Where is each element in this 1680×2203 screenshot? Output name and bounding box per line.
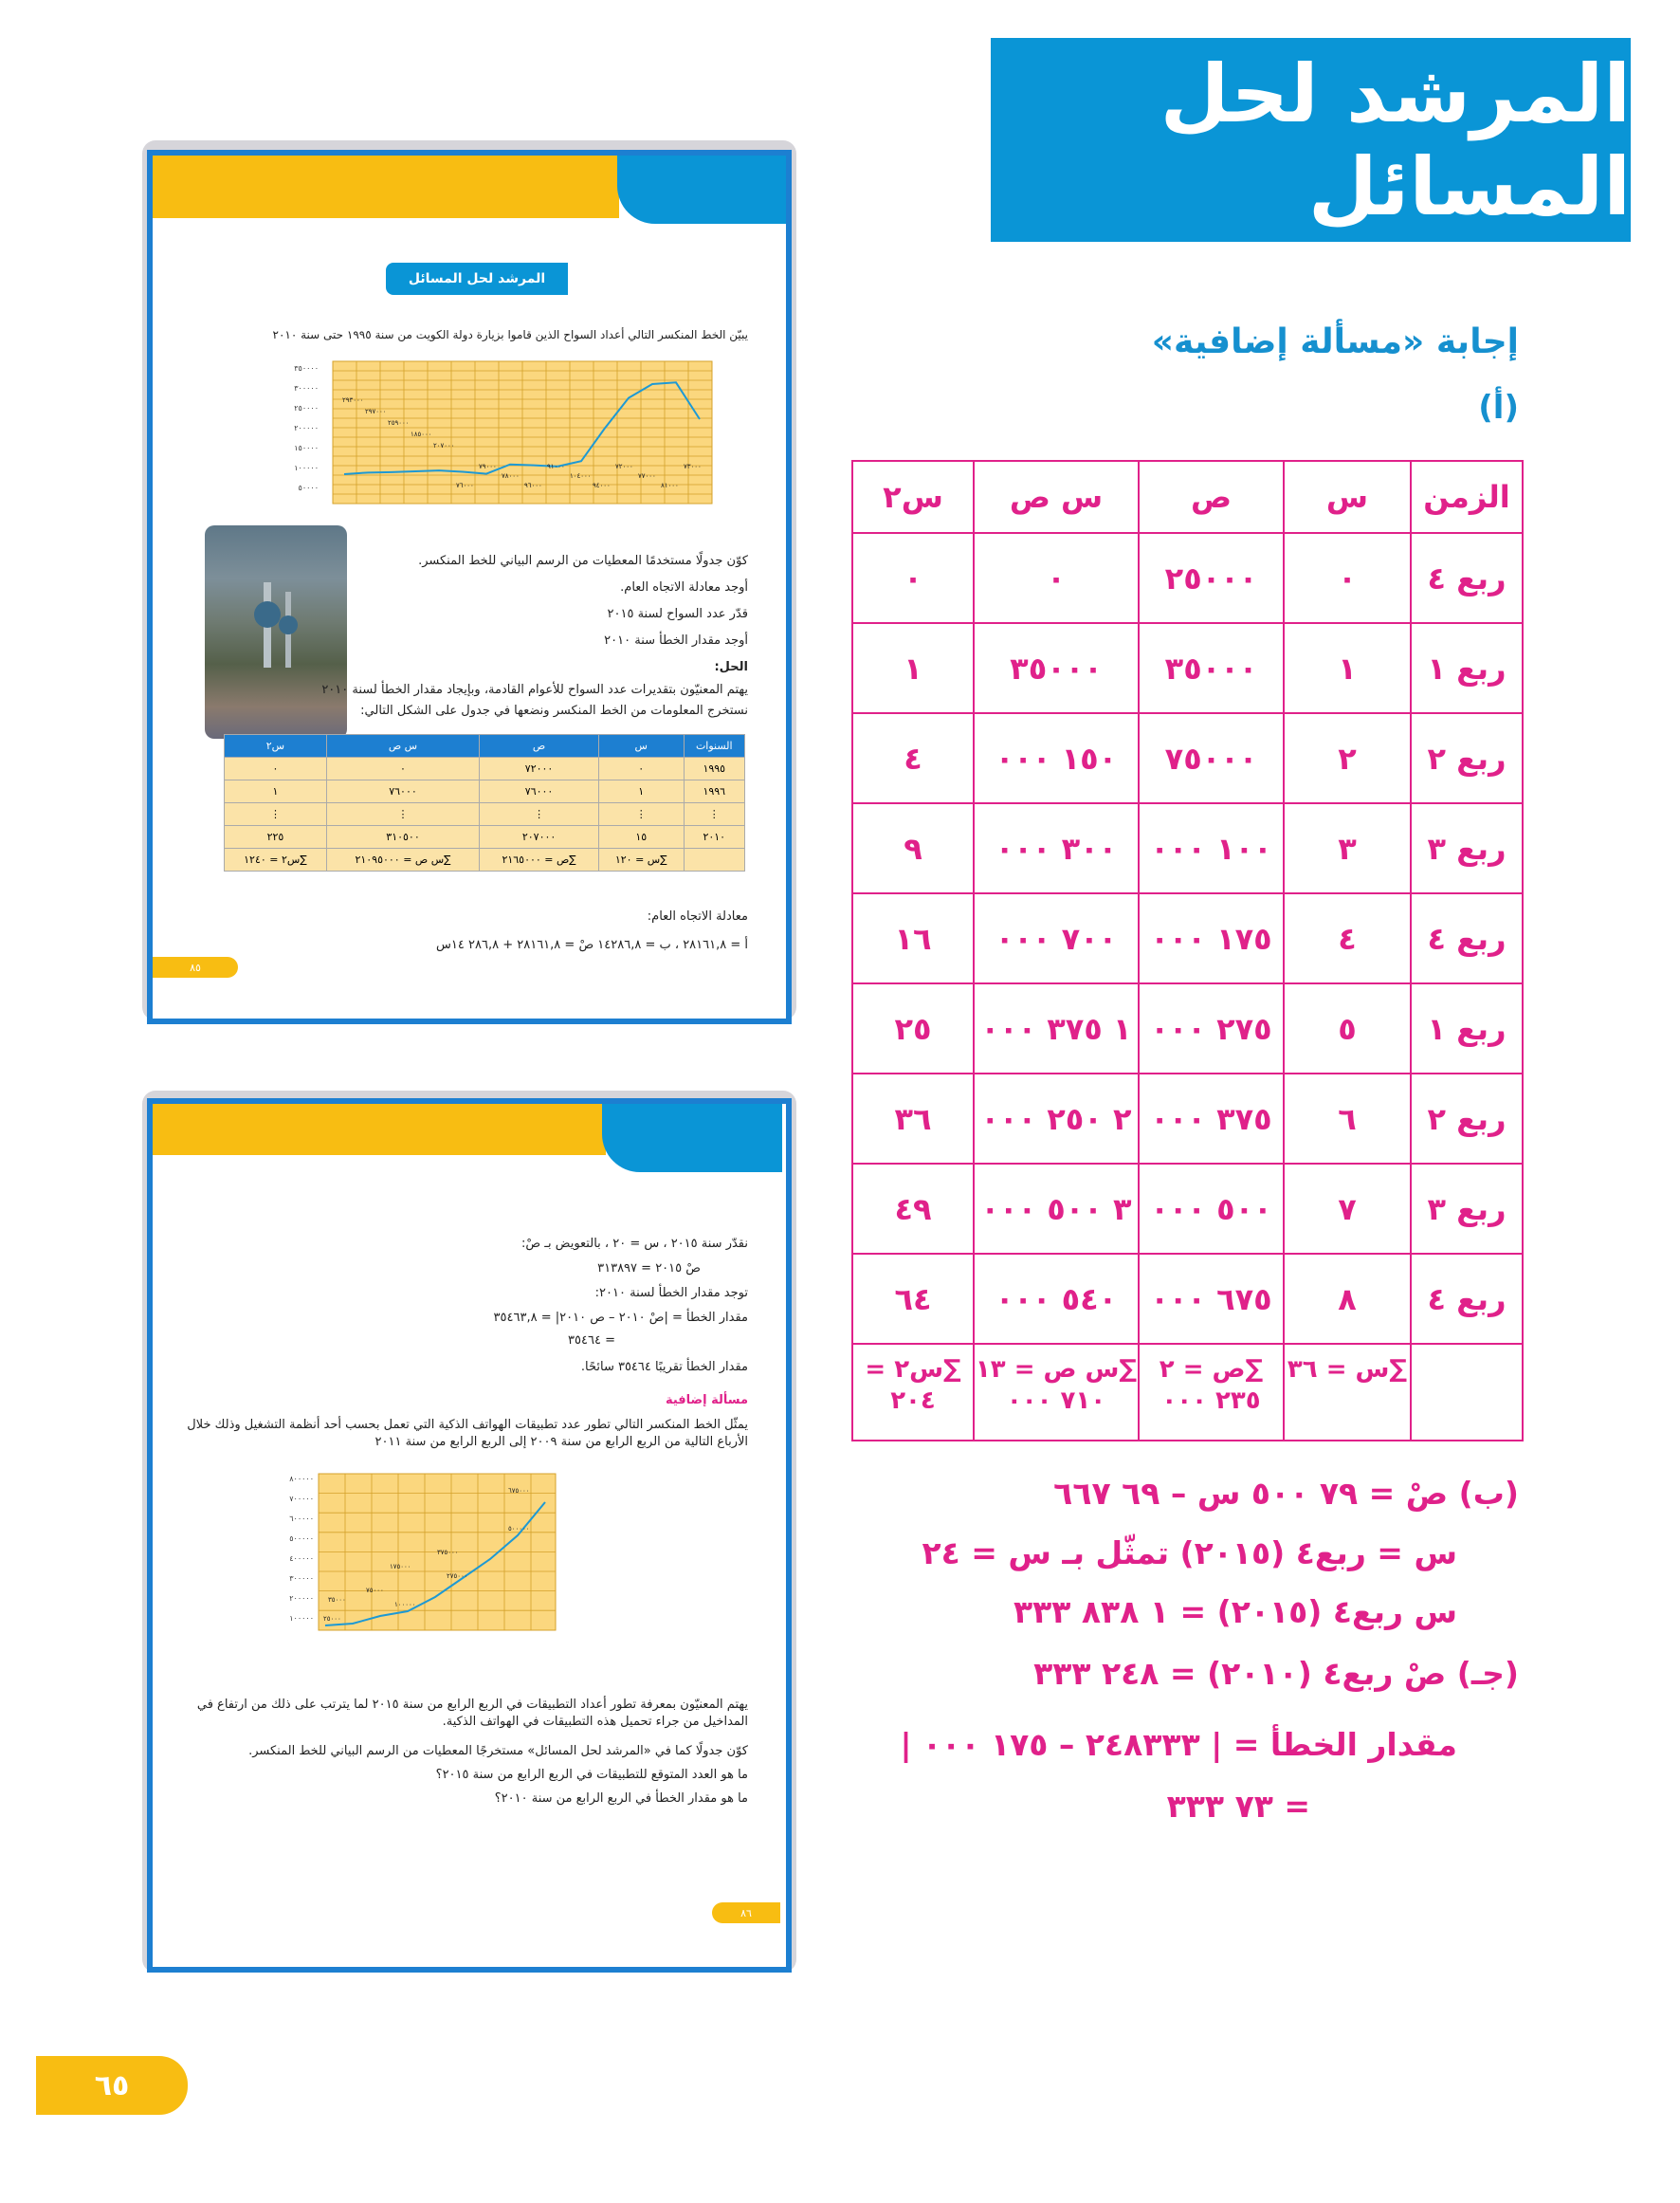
table-header: س [1284, 461, 1411, 533]
thumb1-td: ٠ [599, 758, 685, 780]
table-cell: ١ ٣٧٥ ٠٠٠ [974, 983, 1139, 1074]
thumb1-trend-label: معادلة الاتجاه العام: [647, 909, 748, 924]
table-cell: ربع ٣ [1411, 803, 1523, 893]
answer-table [851, 460, 1524, 1441]
thumb2-c-value: صْ ٢٠١٥ = ٣١٣٨٩٧ [597, 1261, 701, 1276]
thumb1-td: ٧٦٠٠٠ [480, 780, 599, 803]
data-label: ٨١٠٠٠ [661, 482, 679, 489]
part-a-label: (أ) [1478, 389, 1519, 427]
y-tick-label: ٨٠٠٠٠٠ [289, 1475, 314, 1483]
table-row [852, 623, 1523, 713]
thumb2-qc: ما هو مقدار الخطأ في الربع الرابع من سنة ٢٠١٠؟ [494, 1791, 748, 1806]
thumbnail-intro: يبيّن الخط المنكسر التالي أعداد السواح الذين قاموا بزيارة دولة الكويت من سنة ١٩٩٥ حتى سنة ٢٠١٠ [272, 328, 748, 341]
y-tick-label: ٥٠٠٠٠ [298, 484, 319, 492]
y-tick-label: ١٥٠٠٠٠ [294, 444, 319, 452]
thumb1-td: ٧٦٠٠٠ [326, 780, 479, 803]
data-label: ٢٥٩٠٠٠ [388, 419, 410, 427]
table-row [852, 983, 1523, 1074]
table-cell: ١ [852, 623, 974, 713]
apps-chart [266, 1464, 579, 1663]
table-cell: ٨ [1284, 1254, 1411, 1344]
answer-heading: إجابة «مسألة إضافية» [1151, 322, 1519, 361]
table-cell: ٢٥٠٠٠ [1139, 533, 1284, 623]
table-cell: ٢٧٥ ٠٠٠ [1139, 983, 1284, 1074]
part-c-equation: (جـ) صْ ربع٤ (٢٠١٠) = ٢٤٨ ٣٣٣ [1033, 1655, 1519, 1692]
thumb2-care-text: يهتم المعنيّون بمعرفة تطور أعداد التطبيقات في الربع الرابع من سنة ٢٠١٥ لما يترتب على ذلك من ارتفاع في المداخيل من جراء تحميل هذه التطبيقات في الهواتف الذكية. [196, 1698, 748, 1729]
table-cell: ٤ [1284, 893, 1411, 983]
thumb1-th: س٢ [225, 735, 327, 758]
data-label: ٥٠٠٠٠٠ [508, 1525, 530, 1533]
thumb1-page-number: ٨٥ [190, 961, 201, 974]
thumb1-sol2: نستخرج المعلومات من الخط المنكسر ونضعها في جدول على الشكل التالي: [360, 704, 748, 718]
table-cell: ٥٤٠ ٠٠٠ [974, 1254, 1139, 1344]
y-tick-label: ٣٠٠٠٠٠ [289, 1574, 314, 1583]
sum-cell [1411, 1344, 1523, 1441]
table-cell: ربع ٢ [1411, 713, 1523, 803]
thumb1-q3: قدّر عدد السواح لسنة ٢٠١٥ [607, 607, 748, 621]
table-cell: ربع ١ [1411, 623, 1523, 713]
y-tick-label: ٢٠٠٠٠٠ [289, 1594, 314, 1603]
part-b-equation: (ب) صْ = ٧٩ ٥٠٠ س – ٦٩ ٦٦٧ [1053, 1475, 1519, 1512]
table-cell: ٠ [852, 533, 974, 623]
thumb1-td: ١٩٩٥ [684, 758, 744, 780]
data-label: ١٠٤٠٠٠ [570, 472, 592, 480]
data-label: ٧٣٠٠٠ [684, 463, 702, 470]
y-tick-label: ٥٠٠٠٠٠ [289, 1534, 314, 1543]
table-cell: ٣٥٠٠٠ [974, 623, 1139, 713]
data-label: ٧٧٠٠٠ [638, 472, 656, 480]
thumbnail-page-85-sheet [147, 150, 792, 1024]
table-cell: ٠ [974, 533, 1139, 623]
page-number: ٦٥ [94, 2068, 130, 2102]
thumb1-page-tab [153, 957, 238, 978]
table-cell: ٦٧٥ ٠٠٠ [1139, 1254, 1284, 1344]
thumb1-solution: الحل: [714, 660, 748, 674]
thumb1-td: ⋮ [225, 803, 327, 826]
data-label: ٣٧٥٠٠٠ [437, 1549, 459, 1556]
table-cell: ٣ ٥٠٠ ٠٠٠ [974, 1164, 1139, 1254]
thumb1-sol1: يهتم المعنيّون بتقديرات عدد السواح للأعوام القادمة، وبإيجاد مقدار الخطأ لسنة ٢٠١٠ [321, 683, 748, 697]
thumb1-th: ص [480, 735, 599, 758]
thumb1-td: ٣١٠٥٠٠ [326, 826, 479, 849]
thumb1-td: ٠ [326, 758, 479, 780]
y-tick-label: ٤٠٠٠٠٠ [289, 1554, 314, 1563]
thumb1-td: ⋮ [684, 803, 744, 826]
table-header: س ص [974, 461, 1139, 533]
y-tick-label: ٦٠٠٠٠٠ [289, 1515, 314, 1523]
thumb2-page-number: ٨٦ [740, 1906, 752, 1919]
data-label: ٩٤٠٠٠ [593, 482, 611, 489]
table-header: ص [1139, 461, 1284, 533]
thumbnail-badge-text: المرشد لحل المسائل [408, 271, 546, 286]
s-value-line: س ربع٤ (٢٠١٥) = ١ ٨٣٨ ٣٣٣ [1013, 1593, 1457, 1630]
table-row [852, 533, 1523, 623]
thumb1-td: ١٩٩٦ [684, 780, 744, 803]
thumb2-d-calc2: = ٣٥٤٦٤ [568, 1333, 615, 1348]
table-cell: ٢ [1284, 713, 1411, 803]
y-tick-label: ١٠٠٠٠٠ [294, 464, 319, 472]
data-label: ٧٥٠٠٠ [366, 1587, 384, 1594]
s-substitution-line: س = ربع٤ (٢٠١٥) تمثّل بـ س = ٢٤ [922, 1534, 1457, 1571]
table-row [852, 1074, 1523, 1164]
thumb1-td: ٢٠٧٠٠٠ [480, 826, 599, 849]
thumb1-table [224, 734, 745, 872]
table-row [852, 713, 1523, 803]
table-cell: ٦ [1284, 1074, 1411, 1164]
data-label: ٦٧٥٠٠٠ [508, 1487, 530, 1495]
thumb1-q4: أوجد مقدار الخطأ سنة ٢٠١٠ [604, 633, 748, 648]
thumb1-td: ١ [225, 780, 327, 803]
thumb2-d-result: مقدار الخطأ تقريبًا ٣٥٤٦٤ سائحًا. [580, 1360, 748, 1374]
table-row [852, 1164, 1523, 1254]
table-cell: ٤ [852, 713, 974, 803]
thumb1-td: ⋮ [480, 803, 599, 826]
table-cell: ربع ٢ [1411, 1074, 1523, 1164]
table-cell: ١٥٠ ٠٠٠ [974, 713, 1139, 803]
y-tick-label: ١٠٠٠٠٠ [289, 1614, 314, 1623]
table-cell: ٧ [1284, 1164, 1411, 1254]
table-cell: ٠ [1284, 533, 1411, 623]
thumb1-td: ٧٢٠٠٠ [480, 758, 599, 780]
table-cell: ٦٤ [852, 1254, 974, 1344]
thumb2-extra-text: يمثّل الخط المنكسر التالي تطور عدد تطبيقات الهواتف الذكية التي تعمل بحسب أحد أنظمة التشغيل وذلك خلال الأرباع التالية من الربع الرابع من سنة ٢٠٠٩ إلى الربع الرابع من سنة ٢٠١١ [187, 1418, 748, 1449]
thumb1-th: السنوات [684, 735, 744, 758]
table-row [852, 803, 1523, 893]
error-value: = ٧٣ ٣٣٣ [1166, 1788, 1310, 1825]
thumb1-td: ∑س٢ = ١٢٤٠ [225, 849, 327, 872]
table-cell: ربع ١ [1411, 983, 1523, 1074]
sum-cell: ∑س = ٣٦ [1284, 1344, 1411, 1441]
sum-cell: ∑س ص = ١٣ ٧١٠ ٠٠٠ [974, 1344, 1139, 1441]
thumb1-q2: أوجد معادلة الاتجاه العام. [620, 580, 748, 595]
table-header: الزمن [1411, 461, 1523, 533]
thumb1-td: ∑ص = ٢١٦٥٠٠٠ [480, 849, 599, 872]
data-label: ٧٦٠٠٠ [456, 482, 474, 489]
thumb1-td: ٠ [225, 758, 327, 780]
data-label: ٧٢٠٠٠ [615, 463, 633, 470]
sum-cell: ∑ص = ٢ ٢٣٥ ٠٠٠ [1139, 1344, 1284, 1441]
thumb1-td: ∑س ص = ٢١٠٩٥٠٠٠ [326, 849, 479, 872]
data-label: ٩٦٠٠٠ [524, 482, 542, 489]
data-label: ٢٥٠٠٠ [323, 1615, 341, 1623]
data-label: ٩١٠٠٠ [547, 463, 565, 470]
data-label: ٧٨٠٠٠ [502, 472, 520, 480]
thumbnail-page-86-sheet [147, 1098, 792, 1973]
thumb1-trend-eq: أ = ٢٨١٦١,٨ ، ب = ١٤٢٨٦,٨ صْ = ٢٨١٦١,٨ + ٢٨٦,٨ ١٤س [436, 938, 748, 952]
table-cell: ١٧٥ ٠٠٠ [1139, 893, 1284, 983]
page-title: المرشد لحل المسائل [1160, 46, 1631, 233]
table-row [852, 893, 1523, 983]
thumb1-td: ∑س = ١٢٠ [599, 849, 685, 872]
data-label: ١٨٥٠٠٠ [411, 431, 432, 438]
table-cell: ٤٩ [852, 1164, 974, 1254]
thumb2-d-calc: مقدار الخطأ = |صْ ٢٠١٠ – ص ٢٠١٠| = ٣٥٤٦٣,٨ [493, 1311, 748, 1325]
data-label: ١٧٥٠٠٠ [390, 1563, 411, 1570]
y-tick-label: ٣٠٠٠٠٠ [294, 384, 319, 393]
thumb2-c-line: نقدّر سنة ٢٠١٥ ، س = ٢٠ ، بالتعويض بـ صْ: [520, 1237, 748, 1251]
table-header: س٢ [852, 461, 974, 533]
table-cell: ٣٠٠ ٠٠٠ [974, 803, 1139, 893]
thumb2-d-line: توجد مقدار الخطأ لسنة ٢٠١٠: [594, 1286, 748, 1300]
table-cell: ٣ [1284, 803, 1411, 893]
thumb1-th: س ص [326, 735, 479, 758]
table-cell: ٩ [852, 803, 974, 893]
thumb1-td: ⋮ [599, 803, 685, 826]
data-label: ٣٥٠٠٠ [328, 1596, 346, 1604]
table-cell: ٣٧٥ ٠٠٠ [1139, 1074, 1284, 1164]
table-header-row [852, 461, 1523, 533]
thumb2-qa: كوّن جدولًا كما في «المرشد لحل المسائل» مستخرجًا المعطيات من الرسم البياني للخط المنكسر. [248, 1744, 748, 1758]
y-tick-label: ٢٠٠٠٠٠ [294, 424, 319, 432]
thumb1-th: س [599, 735, 685, 758]
thumb1-td: ⋮ [326, 803, 479, 826]
table-cell: ١٠٠ ٠٠٠ [1139, 803, 1284, 893]
table-cell: ١ [1284, 623, 1411, 713]
thumb1-td: ٢٠١٠ [684, 826, 744, 849]
data-label: ٢٩٣٠٠٠ [342, 396, 364, 404]
thumb1-q1: كوّن جدولًا مستخدمًا المعطيات من الرسم البياني للخط المنكسر. [418, 554, 748, 568]
table-cell: ٥ [1284, 983, 1411, 1074]
thumbnail-badge [386, 263, 568, 295]
table-cell: ٥٠٠ ٠٠٠ [1139, 1164, 1284, 1254]
y-tick-label: ٧٠٠٠٠٠ [289, 1495, 314, 1503]
data-label: ٧٩٠٠٠ [479, 463, 497, 470]
thumb1-td: ١٥ [599, 826, 685, 849]
table-cell: ٣٦ [852, 1074, 974, 1164]
table-cell: ٢٥ [852, 983, 974, 1074]
table-cell: ٣٥٠٠٠ [1139, 623, 1284, 713]
error-line: مقدار الخطأ = | ٢٤٨٣٣٣ – ١٧٥ ٠٠٠ | [900, 1726, 1457, 1763]
table-row [852, 1254, 1523, 1344]
data-label: ١٠٠٠٠٠ [394, 1601, 416, 1608]
table-sum-row [852, 1344, 1523, 1441]
data-label: ٢٩٧٠٠٠ [365, 408, 387, 415]
thumb1-td: ٢٢٥ [225, 826, 327, 849]
thumb2-page-tab [712, 1902, 780, 1923]
kuwait-towers-photo [205, 525, 347, 739]
table-cell: ٧٠٠ ٠٠٠ [974, 893, 1139, 983]
table-cell: ١٦ [852, 893, 974, 983]
table-cell: ٢ ٢٥٠ ٠٠٠ [974, 1074, 1139, 1164]
thumb1-td: ١ [599, 780, 685, 803]
tourists-chart [228, 350, 731, 530]
data-label: ٢٧٥٠٠٠ [447, 1572, 468, 1580]
table-cell: ربع ٤ [1411, 1254, 1523, 1344]
sum-cell: ∑س٢ = ٢٠٤ [852, 1344, 974, 1441]
y-tick-label: ٣٥٠٠٠٠ [294, 364, 319, 373]
table-cell: ربع ٤ [1411, 533, 1523, 623]
table-cell: ربع ٣ [1411, 1164, 1523, 1254]
thumb1-td [684, 849, 744, 872]
y-tick-label: ٢٥٠٠٠٠ [294, 404, 319, 413]
page-number-tab [36, 2056, 188, 2115]
table-cell: ٧٥٠٠٠ [1139, 713, 1284, 803]
thumb2-extra-title: مسألة إضافية [665, 1393, 748, 1407]
table-cell: ربع ٤ [1411, 893, 1523, 983]
thumb2-qb: ما هو العدد المتوقع للتطبيقات في الربع الرابع من سنة ٢٠١٥؟ [435, 1768, 748, 1782]
data-label: ٢٠٧٠٠٠ [433, 442, 455, 450]
title-banner [991, 38, 1631, 242]
